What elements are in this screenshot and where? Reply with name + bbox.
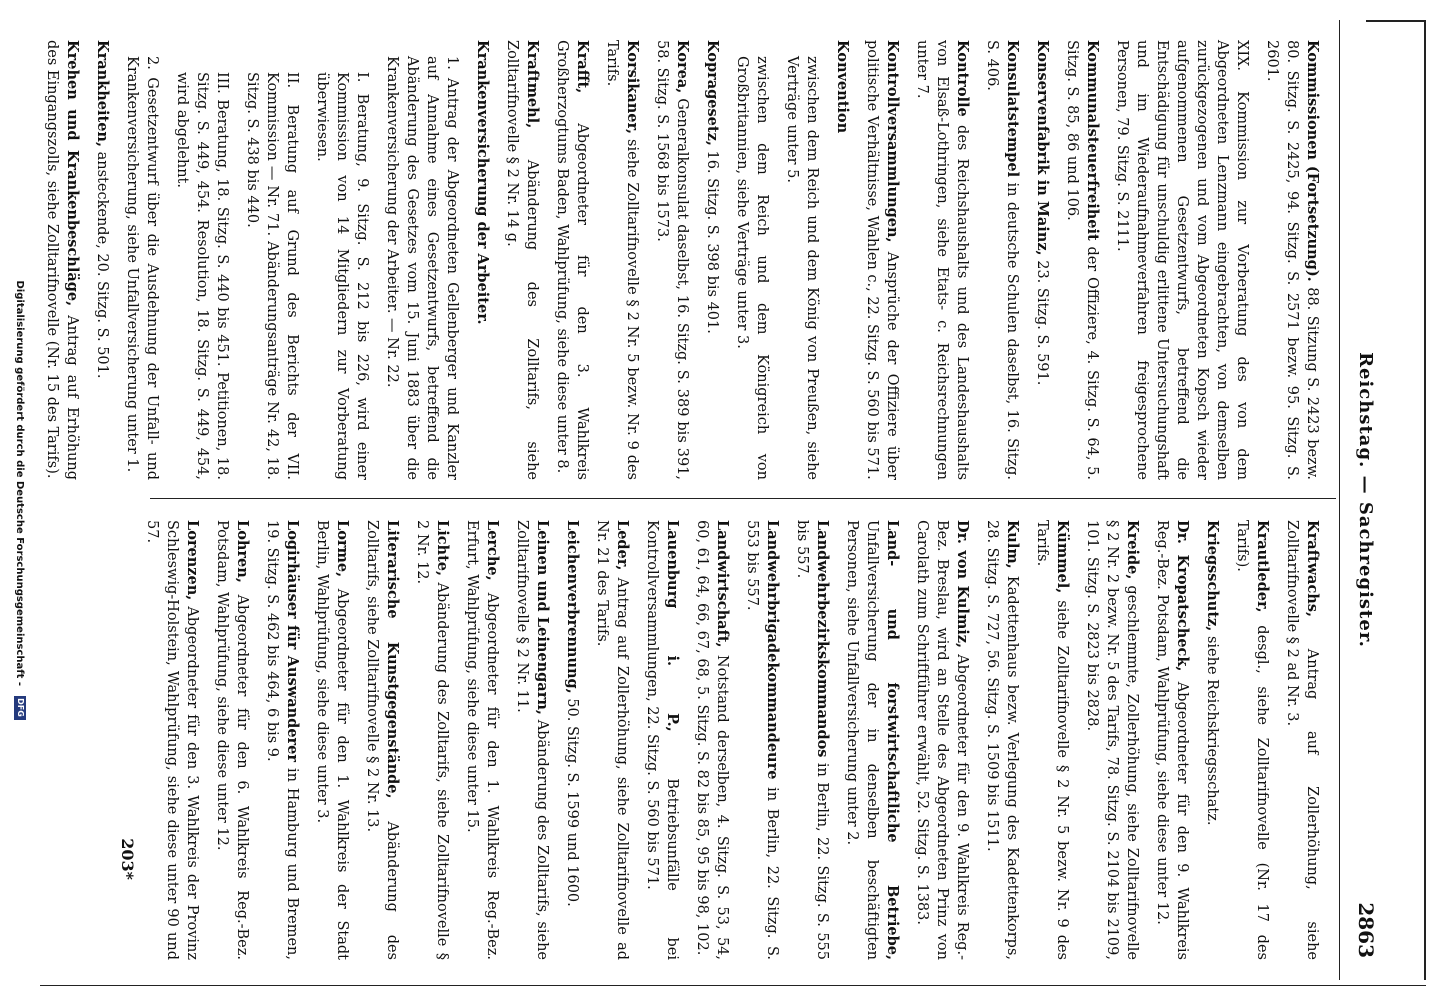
index-entry (912, 40, 972, 480)
index-entry (472, 40, 492, 480)
index-reference: 1. Antrag der Abgeordneten Gellenberger und Kanzler auf Annahme eines Gesetzentwurfs, betreffend die Abänderung des Gesetzes vom 15. Juni 1883 über die Krankenversicherung der Arbeiter. — Nr. 22. (384, 56, 460, 480)
index-entry (602, 40, 642, 480)
index-entry-text (42, 40, 82, 480)
index-keyword: Lohren, (234, 520, 251, 583)
index-reference: Abgeordneter für den 3. Wahlkreis der Provinz Schleswig-Holstein, Wahlprüfung, siehe diese unter 90 und 57. (144, 520, 200, 960)
index-entry-text (472, 40, 492, 480)
index-keyword: Landwehrbezirkskommandos (814, 520, 831, 758)
index-entry-text (262, 520, 302, 960)
index-entry-text (912, 520, 972, 960)
index-keyword: Kriegsschutz, (1204, 520, 1221, 632)
index-entry-text (692, 520, 732, 960)
index-entry (242, 40, 302, 480)
index-entry (382, 40, 462, 480)
dfg-logo: DFG (14, 696, 26, 720)
index-entry-text (1232, 520, 1272, 960)
index-reference: Abänderung des Zolltarifs, siehe Zolltarifnovelle § 2 Nr. 14 g. (504, 40, 540, 481)
header-rule (1339, 20, 1340, 980)
index-entry (462, 520, 502, 960)
page-header (1344, 20, 1388, 980)
index-keyword: Lerche, (484, 520, 501, 581)
index-keyword: Krehen und Krankenbeschläge, (64, 40, 81, 307)
index-entry (742, 520, 782, 960)
index-keyword: Kraftmehl, (524, 40, 541, 129)
index-entry (912, 520, 972, 960)
page-frame-right (40, 985, 1426, 986)
index-reference: Abgeordneter für den 3. Wahlkreis Großherzogtums Baden, Wahlprüfung, siehe diese unter 8. (554, 40, 590, 481)
index-entry (412, 520, 452, 960)
index-reference: Abänderung des Zolltarifs, siehe Zolltarifnovelle § 2 Nr. 12. (414, 520, 450, 961)
index-keyword: Dr. von Kulmiz, (954, 520, 971, 649)
index-entry-text (382, 40, 462, 480)
index-entry (512, 520, 552, 960)
index-entry-text (982, 40, 1022, 480)
index-entry (692, 520, 732, 960)
index-entry (862, 40, 902, 480)
index-entry (172, 40, 232, 480)
index-entry-text (792, 520, 832, 960)
index-entry (982, 520, 1022, 960)
index-entry-text (1112, 40, 1252, 480)
index-entry (1112, 40, 1252, 480)
index-keyword: Logirhäuser für Auswanderer (284, 520, 301, 763)
index-keyword: Krafft, (574, 40, 591, 94)
index-keyword: Dr. Kropatscheck, (1174, 520, 1191, 672)
index-entry (842, 520, 902, 960)
index-entry-text (142, 520, 202, 960)
index-keyword: Kontrolle (954, 40, 971, 117)
index-entry-text (702, 40, 722, 480)
index-keyword: Lauenburg i. P., (664, 520, 681, 732)
index-entry (832, 40, 852, 480)
index-reference: desgl., siehe Zolltarifnovelle (Nr. 17 des Tarifs). (1234, 520, 1270, 960)
running-title: Reichstag. — Sachregister. (1355, 352, 1376, 648)
index-reference: Abänderung des Zolltarifs, siehe Zolltarifnovelle § 2 Nr. 11. (514, 520, 550, 960)
index-keyword: Leder, (614, 520, 631, 571)
index-reference: der Offiziere, 4. Sitzg. S. 64, 5. Sitzg. S. 85, 86 und 106. (1064, 40, 1100, 480)
index-entry (362, 520, 402, 960)
index-reference: 50. Sitzg. S. 1599 und 1600. (564, 698, 580, 907)
index-entry (592, 520, 632, 960)
index-entry-text (652, 40, 692, 480)
index-entry-text (562, 520, 582, 960)
page-footer (6, 0, 26, 1000)
index-keyword: Kraftwachs, (1304, 520, 1321, 618)
index-entry (562, 520, 582, 960)
index-reference: in deutsche Schulen daselbst, 16. Sitzg. S. 406. (984, 40, 1020, 481)
index-entry-text (642, 520, 682, 960)
index-reference: Abgeordneter für den 9. Wahlkreis Reg.-Bez. Breslau, wird an Stelle des Abgeordneten Prinz von Carolath zum Schriftführer erwählt, 52. Sitzg. S. 1383. (914, 520, 970, 961)
index-keyword: Land- und forstwirtschaftliche Betriebe, (884, 520, 901, 960)
index-entry-text (462, 520, 502, 960)
index-reference: Antrag auf Erhöhung des Eingangszolls, siehe Zolltarifnovelle (Nr. 15 des Tarifs). (44, 40, 80, 480)
index-entry (1032, 520, 1072, 960)
index-entry-text (1152, 520, 1192, 960)
signature-mark: 203* (118, 838, 137, 880)
index-keyword: Literarische Kunstgegenstände, (384, 520, 401, 799)
index-keyword: Konsulatstempel (1004, 40, 1021, 178)
index-entry (92, 40, 112, 480)
index-entry (312, 40, 372, 480)
index-keyword: Kommissionen (Fortsetzung). (1304, 40, 1321, 282)
index-reference: 16. Sitzg. S. 398 bis 401. (704, 150, 720, 334)
index-reference: 23. Sitzg. S. 591. (1034, 260, 1050, 386)
index-entry (502, 40, 542, 480)
index-keyword: Kontrollversammlungen, (884, 40, 901, 243)
index-entry-text (1202, 520, 1222, 960)
index-reference: in Berlin, 22. Sitzg. S. 553 bis 557. (744, 520, 780, 961)
index-entry-text (742, 520, 782, 960)
index-entry-text (312, 520, 352, 960)
index-keyword: Krankheiten, (94, 40, 111, 148)
index-keyword: Konservenfabrik in Mainz, (1034, 40, 1051, 256)
index-entry-text (1082, 520, 1142, 960)
index-keyword: Kulm, (1004, 520, 1021, 569)
right-column (132, 520, 1322, 960)
index-reference: zwischen dem Reich und dem König von Preußen, siehe Verträge unter 5. (784, 56, 820, 480)
index-keyword: Korsikaner, (624, 40, 641, 135)
index-entry (652, 40, 692, 480)
index-entry (1202, 520, 1222, 960)
index-reference: Abgeordneter für den 6. Wahlkreis Reg.-Bez. Potsdam, Wahlprüfung, siehe diese unter 12. (214, 520, 250, 960)
index-entry-text (912, 40, 972, 480)
index-reference: Betriebsunfälle bei Kontrollversammlungen, 22. Sitzg. S. 560 bis 571. (644, 520, 680, 960)
index-entry (1082, 520, 1142, 960)
index-keyword: Kümmel, (1054, 520, 1071, 594)
index-keyword: Korea, (674, 40, 691, 94)
index-reference: siehe Zolltarifnovelle § 2 Nr. 5 bezw. Nr. 9 des Tarifs. (1034, 520, 1070, 960)
index-entry-text (862, 40, 902, 480)
index-entry (982, 40, 1022, 480)
index-keyword: Kommunalsteuerfreiheit (1084, 40, 1101, 241)
index-entry (142, 520, 202, 960)
index-entry-text (602, 40, 642, 480)
index-entry (732, 40, 772, 480)
index-entry (1032, 40, 1052, 480)
index-reference: geschlemmte, Zollerhöhung, siehe Zolltarifnovelle § 2 Nr. 2 bezw. Nr. 5 des Tarifs, 78. Sitzg. S. 2104 bis 2109, 101. Sitzg. S. 2823 bis 2828. (1084, 520, 1140, 961)
index-entry (312, 520, 352, 960)
index-keyword: Lorenzen, (184, 520, 201, 601)
index-entry (642, 520, 682, 960)
index-entry-text (412, 520, 452, 960)
index-entry-text (832, 40, 852, 480)
index-reference: Generalkonsulat daselbst, 16. Sitzg. S. 389 bis 391, 58. Sitzg. S. 1568 bis 1573. (654, 40, 690, 480)
index-entry-text (172, 40, 232, 480)
page-frame-top (1424, 20, 1426, 980)
index-entry-text (502, 40, 542, 480)
index-entry-text (1032, 520, 1072, 960)
index-entry (702, 40, 722, 480)
index-reference: des Reichshaushalts und des Landeshaushalts von Elsaß-Lothringen, siehe Etats- c. Reichsrechnungen unter 7. (914, 40, 970, 481)
index-entry (212, 520, 252, 960)
index-entry-text (1062, 40, 1102, 480)
index-entry (1062, 40, 1102, 480)
index-reference: in Hamburg und Bremen, 19. Sitzg. S. 462 bis 464, 6 bis 9. (264, 520, 300, 960)
index-entry-text (842, 520, 902, 960)
index-reference: Abgeordneter für den 1. Wahlkreis Reg.-Bez. Erfurt, Wahlprüfung, siehe diese unter 15. (464, 520, 500, 960)
index-keyword: Leinen und Leinengarn, (534, 520, 551, 715)
index-entry-text (122, 40, 162, 480)
index-keyword: Krautleder, (1254, 520, 1271, 613)
index-reference: ansteckende, 20. Sitzg. S. 501. (94, 151, 110, 379)
index-entry (262, 520, 302, 960)
index-entry-text (362, 520, 402, 960)
index-keyword: Konvention (834, 40, 851, 134)
index-keyword: Landwirtschaft, (714, 520, 731, 648)
index-reference: siehe Zolltarifnovelle § 2 Nr. 5 bezw. Nr. 9 des Tarifs. (604, 40, 640, 480)
index-keyword: Kreide, (1124, 520, 1141, 580)
column-divider (150, 498, 1336, 499)
index-entry-text (552, 40, 592, 480)
index-entry-text (212, 520, 252, 960)
index-reference: Abgeordneter für den 1. Wahlkreis der Stadt Berlin, Wahlprüfung, siehe diese unter 3. (314, 520, 350, 960)
index-reference: 88. Sitzung S. 2423 bezw. 80. Sitzg. S. 2425, 94. Sitzg. S. 2571 bezw. 95. Sitzg. S. 2601. (1264, 40, 1320, 480)
index-entry (42, 40, 82, 480)
index-reference: II. Beratung auf Grund des Berichts der VII. Kommission — Nr. 71. Abänderungsanträge Nr. 42, 18. Sitzg. S. 438 bis 440. (244, 72, 300, 480)
index-entry-text (782, 40, 822, 480)
index-reference: 2. Gesetzentwurf über die Ausdehnung der Unfall- und Krankenversicherung, siehe Unfallversicherung unter 1. (124, 56, 160, 480)
index-reference: Ansprüche der Offiziere über politische Verhältnisse, Wahlen c., 22. Sitzg. S. 560 bis 571. (864, 40, 900, 481)
index-entry-text (242, 40, 302, 480)
index-entry-text (1032, 40, 1052, 480)
footer-text: Digitalisierung gefördert durch die Deutsche Forschungsgemeinschaft - (14, 280, 25, 687)
index-reference: Unfallversicherung der in denselben beschäftigten Personen, siehe Unfallversicherung unter 2. (844, 520, 880, 960)
index-keyword: Krankenversicherung der Arbeiter. (474, 40, 491, 325)
index-reference: Kadettenhaus bezw. Verlegung des Kadettenkorps, 28. Sitzg. S. 727, 56. Sitzg. S. 1509 bis 1511. (984, 520, 1020, 961)
index-reference: I. Beratung, 9. Sitzg. S. 212 bis 226, wird einer Kommission von 14 Mitgliedern zur Vorberatung überwiesen. (314, 72, 370, 480)
index-entry (782, 40, 822, 480)
index-entry-text (92, 40, 112, 480)
index-reference: Antrag auf Zollerhöhung, siehe Zolltarifnovelle § 2 ad Nr. 3. (1284, 520, 1320, 961)
index-keyword: Leichenverbrennung, (564, 520, 581, 694)
index-reference: siehe Reichskriegsschatz. (1204, 635, 1220, 826)
index-entry (1282, 520, 1322, 960)
index-entry-text (982, 520, 1022, 960)
index-keyword: Lichte, (434, 520, 451, 577)
index-entry (1232, 520, 1272, 960)
index-reference: Notstand derselben, 4. Sitzg. S. 53, 54, 60, 61, 64, 66, 67, 68, 5. Sitzg. S. 82 bis 85, 95 bis 98, 102. (694, 520, 730, 961)
index-keyword: Landwehrbrigadekommandeure (764, 520, 781, 780)
index-reference: in Berlin, 22. Sitzg. S. 555 bis 557. (794, 520, 830, 960)
page-number: 2863 (1354, 902, 1378, 958)
index-entry-text (312, 40, 372, 480)
index-keyword: Kopragesetz, (704, 40, 721, 146)
left-column (32, 40, 1322, 480)
index-entry (552, 40, 592, 480)
index-entry-text (732, 40, 772, 480)
index-entry-text (1282, 520, 1322, 960)
index-reference: Abgeordneter für den 9. Wahlkreis Reg.-Bez. Potsdam, Wahlprüfung, siehe diese unter 12. (1154, 520, 1190, 961)
index-keyword: Lorme, (334, 520, 351, 578)
index-reference: Abänderung des Zolltarifs, siehe Zolltarifnovelle § 2 Nr. 13. (364, 520, 400, 960)
index-entry-text (512, 520, 552, 960)
index-entry (122, 40, 162, 480)
index-reference: zwischen dem Reich und dem Königreich von Großbritannien, siehe Verträge unter 3. (734, 56, 770, 480)
index-entry (1152, 520, 1192, 960)
index-entry-text (1262, 40, 1322, 480)
index-reference: Antrag auf Zollerhöhung, siehe Zolltarifnovelle ad Nr. 21 des Tarifs. (594, 520, 630, 960)
index-reference: XIX. Kommission zur Vorberatung des von dem Abgeordneten Lenzmann eingebrachten, von demselben zurückgezogenen und vom Abgeordneten Kopsch wieder aufgenommenen Gesetzentwurfs, betreffend die Entschädigung für unschuldig erlittene Untersuchungshaft und im Wiederaufnahmeverfahren freigesprochene Personen, 79. Sitzg. S. 2111. (1114, 40, 1250, 480)
index-entry-text (592, 520, 632, 960)
index-reference: III. Beratung, 18. Sitzg. S. 440 bis 451. Petitionen, 18. Sitzg. S. 449, 454. Resolution, 18. Sitzg. S. 449, 454, wird abgelehnt. (174, 72, 230, 480)
index-entry (792, 520, 832, 960)
index-entry (1262, 40, 1322, 480)
